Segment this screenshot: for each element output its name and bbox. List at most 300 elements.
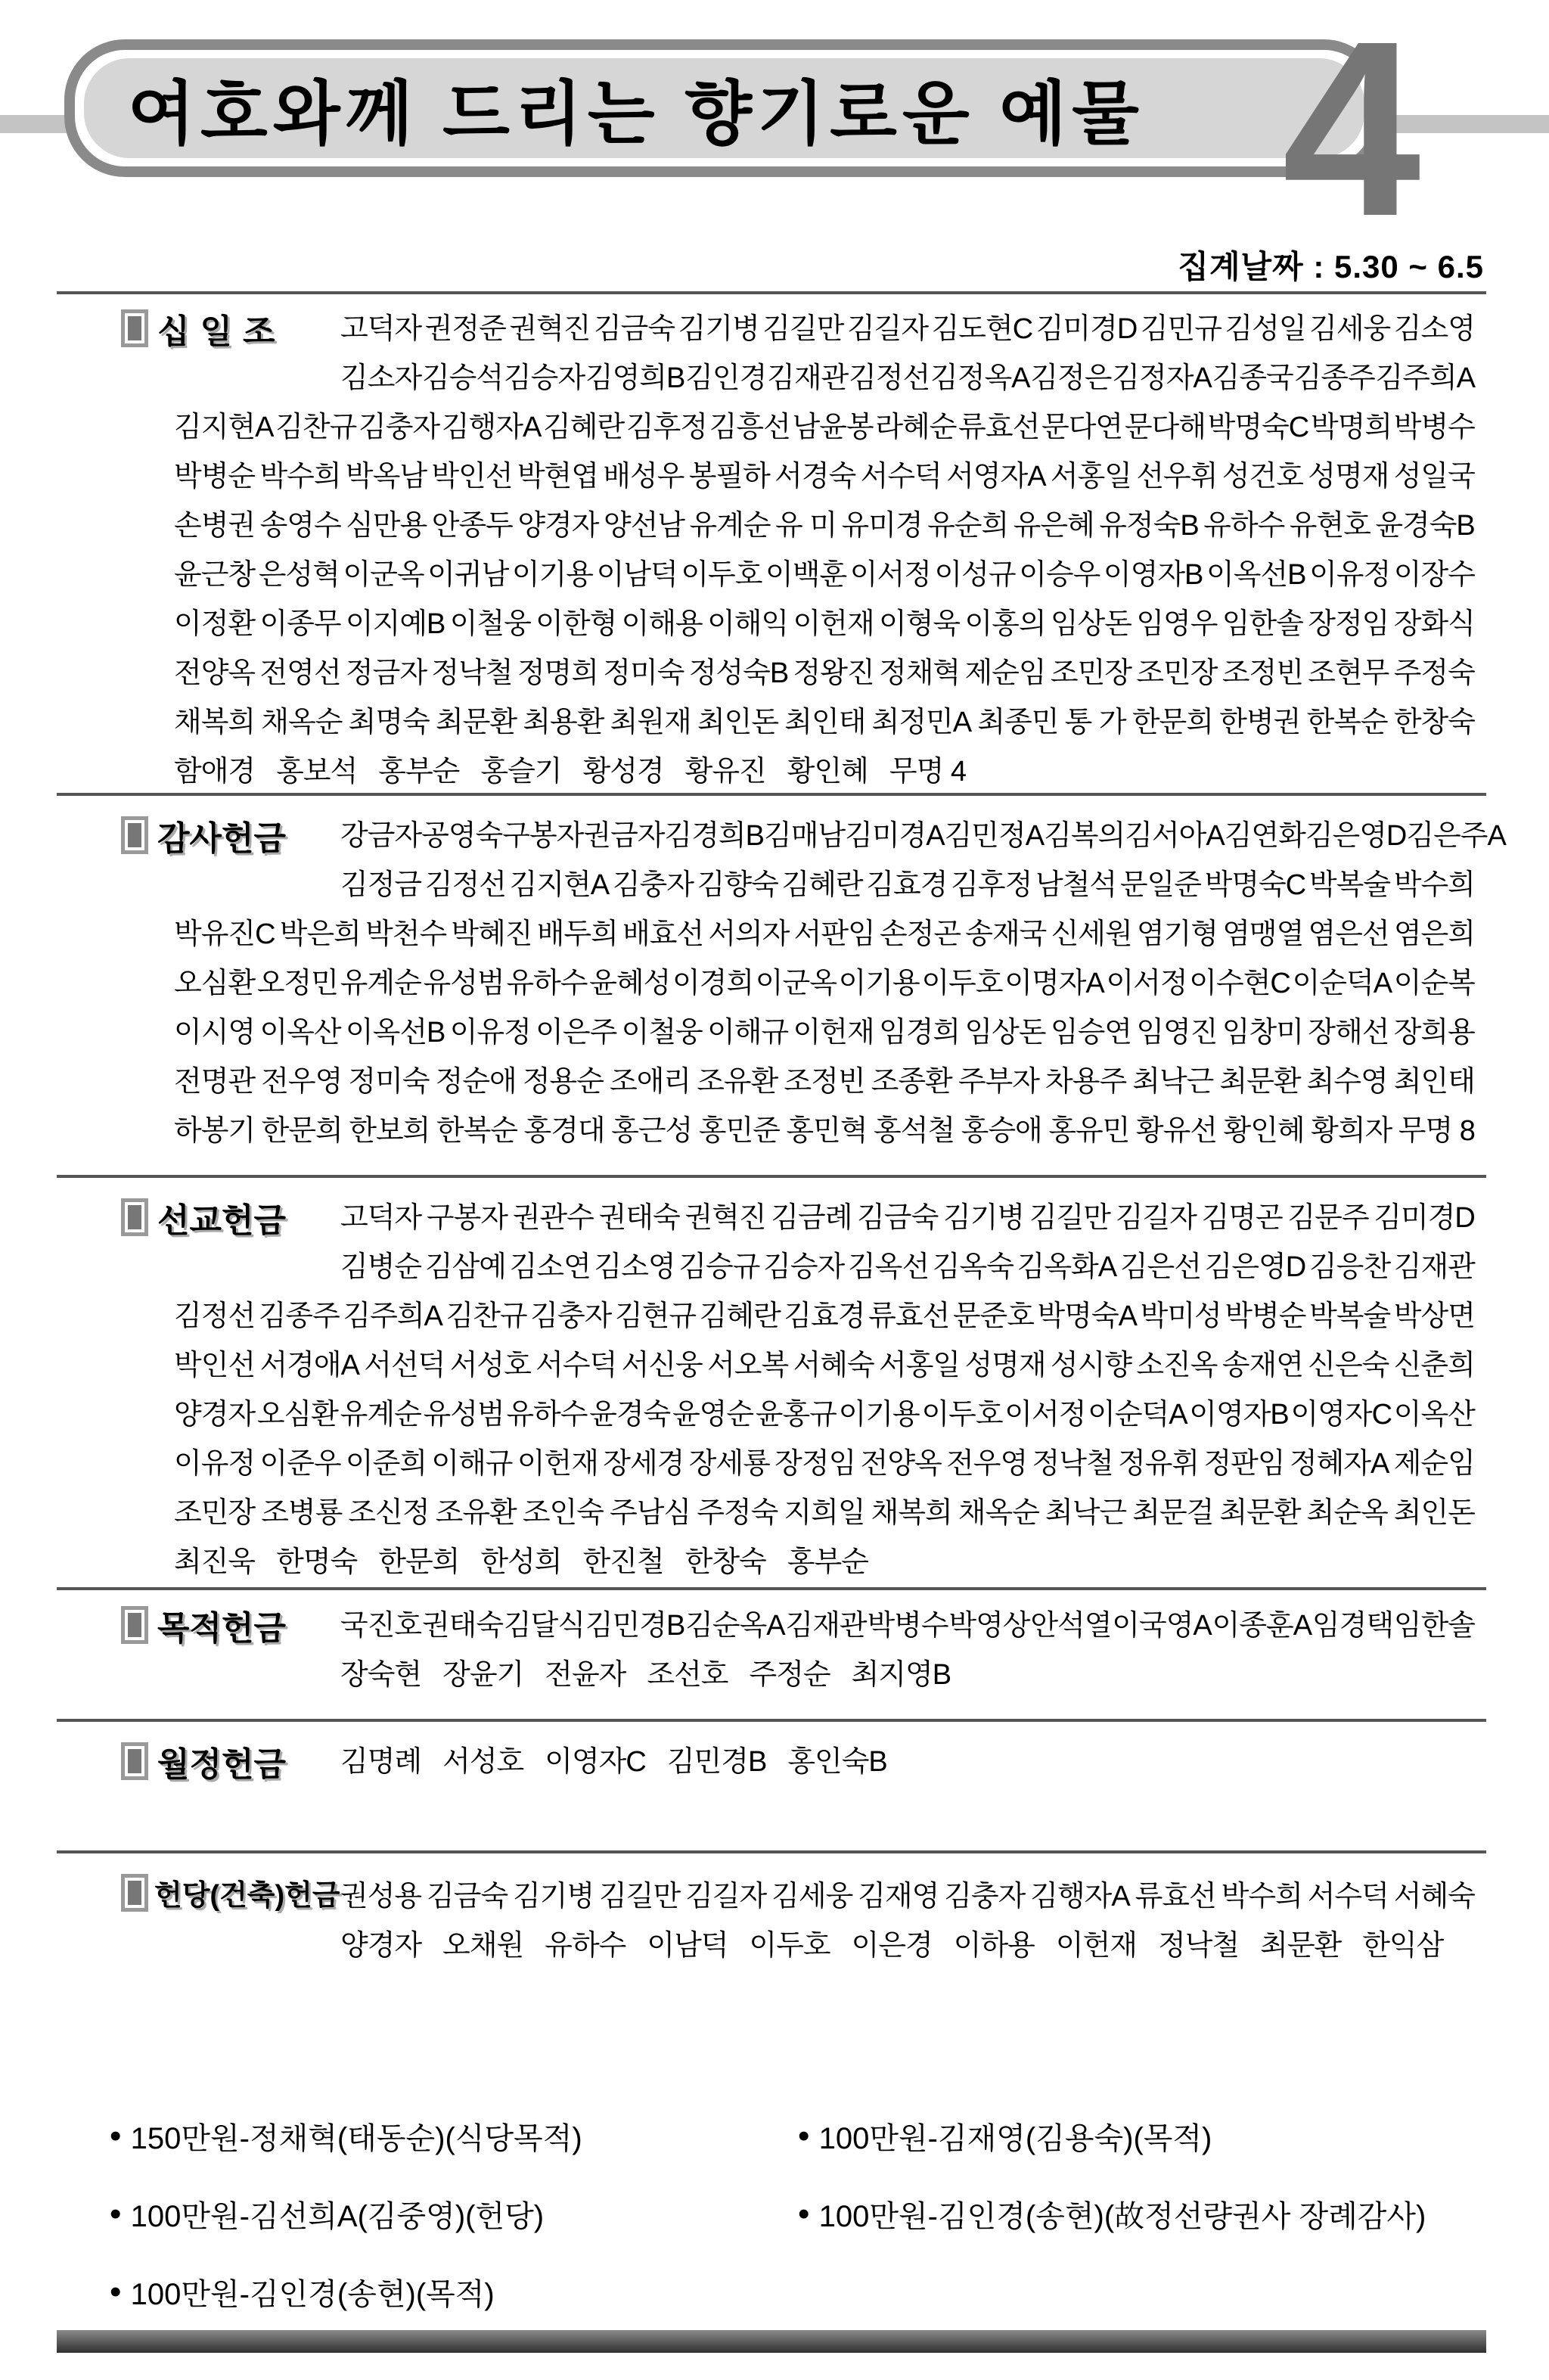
donor-name: 이시영 [174, 1017, 256, 1049]
donor-row [340, 1239, 1475, 1288]
donor-name: 장세룡 [688, 1448, 770, 1480]
donor-name: 이정환 [174, 608, 256, 640]
issue-number: 4 [1282, 0, 1421, 268]
donor-name: 서의자 [708, 918, 790, 950]
donor-name: 이영자C [1290, 1399, 1392, 1431]
donor-name: 장정임 [774, 1448, 856, 1480]
donor-name: 김흥선 [709, 412, 790, 443]
donor-name: 김명례 [340, 1746, 422, 1778]
donor-name: 김은선 [1119, 1251, 1201, 1283]
section-title-label: 목적헌금 [157, 1610, 287, 1647]
donor-row [174, 547, 1475, 596]
donor-name: 박유진C [174, 918, 275, 950]
donor-name: 김도현C [931, 313, 1033, 345]
donor-name: 이옥산 [259, 1017, 341, 1049]
donor-row [174, 1387, 1475, 1436]
donor-name: 무명 4 [889, 756, 966, 788]
donor-name: 이승우 [1019, 559, 1100, 591]
donor-name: 한복순 [1306, 707, 1388, 738]
donor-name: 전영선 [259, 657, 341, 689]
donor-name: 서성호 [442, 1746, 524, 1778]
donor-name: 조정빈 [1222, 657, 1303, 689]
donor-name: 김향숙 [697, 869, 778, 901]
donor-name: 손정곤 [879, 918, 961, 950]
donor-name: 주정순 [749, 1659, 830, 1691]
donor-name: 정혜자A [1289, 1448, 1389, 1480]
section-title [121, 304, 286, 353]
donor-name: 서수덕 [860, 461, 942, 492]
donor-name: 김연화 [1224, 820, 1305, 852]
special-offering-note: • 100만원-김재영(김용숙)(목적) [798, 2097, 1516, 2175]
donor-name: 이하용 [953, 1930, 1035, 1962]
donor-name: 채복희 [174, 707, 256, 738]
rule [57, 1175, 1486, 1178]
donor-name: 이헌재 [1055, 1930, 1137, 1962]
donor-name: 신춘희 [1393, 1350, 1475, 1381]
donor-name: 고덕자 [340, 1202, 422, 1234]
donor-name: 이수현C [1189, 968, 1290, 999]
donor-name: 서성호 [449, 1350, 531, 1381]
donor-name: 유현호 [1289, 510, 1371, 542]
donor-name: 김소자 [340, 362, 422, 394]
donor-name: 김순옥A [685, 1610, 785, 1642]
donor-name: 윤경숙 [589, 1399, 671, 1431]
donor-name: 윤홍규 [755, 1399, 837, 1431]
donor-name: 이옥선B [1206, 559, 1306, 591]
donor-name: 김효경 [866, 869, 948, 901]
footer-bar [57, 2330, 1486, 2353]
donor-name: 최문환 [1260, 1930, 1342, 1962]
donor-row [174, 744, 1475, 793]
donor-name: 유 미 [775, 510, 837, 542]
donor-name: 김길만 [1029, 1202, 1110, 1234]
donor-name: 김찬규 [275, 412, 357, 443]
donor-name: 김정금 [340, 869, 422, 901]
rule [57, 1850, 1486, 1853]
donor-row [174, 955, 1475, 1005]
donor-name: 이옥산 [1393, 1399, 1475, 1431]
donor-name: 한진철 [582, 1546, 664, 1578]
donor-name: 장해선 [1308, 1017, 1389, 1049]
donor-row [174, 1534, 1475, 1583]
donor-name: 최인태 [1393, 1066, 1475, 1098]
donor-name: 최원재 [610, 707, 691, 738]
donor-row [340, 1190, 1475, 1239]
donor-name: 김옥화A [1017, 1251, 1117, 1283]
donor-name: 김기병 [513, 1881, 594, 1912]
donor-name: 김민경B [666, 1746, 767, 1778]
donor-name: 김삼예 [424, 1251, 506, 1283]
donor-name: 채옥순 [261, 707, 343, 738]
donor-name: 한보희 [349, 1115, 430, 1147]
donor-name: 최진욱 [174, 1546, 256, 1578]
donor-name: 이기용 [838, 1399, 920, 1431]
donor-name: 임경택 [1312, 1610, 1394, 1642]
donor-rows [174, 1598, 1475, 1696]
donor-name: 채복희 [871, 1497, 952, 1529]
donor-name: 정용순 [522, 1066, 604, 1098]
donor-name: 문다연 [1041, 412, 1123, 443]
donor-name: 박명숙C [1207, 412, 1309, 443]
donor-name: 황성경 [582, 756, 664, 788]
donor-name: 박병순 [174, 461, 256, 492]
donor-name: 조인숙 [522, 1497, 604, 1529]
donor-name: 김영희B [585, 362, 685, 394]
donor-name: 김경희B [664, 820, 764, 852]
donor-name: 이서정 [849, 559, 931, 591]
donor-name: 양선남 [603, 510, 685, 542]
donor-name: 김정선 [174, 1300, 256, 1332]
donor-name: 김달식 [503, 1610, 585, 1642]
donor-name: 최낙근 [1132, 1066, 1214, 1098]
donor-name: 이철웅 [449, 608, 531, 640]
donor-name: 이형욱 [878, 608, 961, 640]
donor-name: 김길만 [762, 313, 844, 345]
donor-name: 김정선 [424, 869, 506, 901]
donor-name: 전우영 [261, 1066, 343, 1098]
donor-name: 이국영A [1112, 1610, 1212, 1642]
donor-name: 문다해 [1124, 412, 1206, 443]
donor-name: 권관수 [512, 1202, 594, 1234]
donor-name: 김민정A [944, 820, 1045, 852]
special-offering-note: • 100만원-김선희A(김중영)(헌당) [110, 2175, 790, 2253]
donor-name: 이종훈A [1212, 1610, 1312, 1642]
donor-name: 소진옥 [1136, 1350, 1218, 1381]
donor-name: 서판임 [793, 918, 875, 950]
donor-name: 한문희 [261, 1115, 343, 1147]
donor-name: 조현무 [1308, 657, 1389, 689]
rule [57, 291, 1486, 294]
donor-name: 윤영순 [672, 1399, 754, 1431]
donor-row [174, 399, 1475, 449]
donor-name: 남철석 [1035, 869, 1117, 901]
donor-name: 박은희 [279, 918, 361, 950]
donor-name: 홍경대 [523, 1115, 605, 1147]
donor-name: 정미숙 [603, 657, 684, 689]
donor-name: 김세웅 [1309, 313, 1391, 345]
donor-name: 박영상 [948, 1610, 1030, 1642]
donor-name: 구봉자 [426, 1202, 508, 1234]
donor-name: 조민장 [1136, 657, 1218, 689]
donor-name: 최문환 [1219, 1066, 1301, 1098]
donor-name: 서홍일 [1050, 461, 1132, 492]
donor-name: 장희용 [1393, 1017, 1475, 1049]
donor-name: 김승자 [503, 362, 585, 394]
donor-name: 김소연 [509, 1251, 591, 1283]
donor-name: 정낙철 [1158, 1930, 1240, 1962]
donor-name: 홍석철 [874, 1115, 955, 1147]
donor-name: 김효경 [784, 1300, 865, 1332]
special-offerings-right [798, 2097, 1516, 2253]
donor-name: 이헌재 [793, 608, 874, 640]
donor-name: 최문환 [435, 707, 517, 738]
section-title [121, 1193, 286, 1241]
donor-name: 염맹열 [1222, 918, 1304, 950]
donor-name: 이두호 [749, 1930, 830, 1962]
donor-name: 이옥선B [345, 1017, 445, 1049]
section-bullet-icon [121, 309, 148, 347]
donor-name: 한명숙 [276, 1546, 358, 1578]
donor-name: 김재관 [785, 1610, 867, 1642]
donor-name: 유순희 [927, 510, 1009, 542]
donor-name: 최인돈 [697, 707, 779, 738]
special-offering-note: • 100만원-김인경(송현)(목적) [110, 2253, 790, 2331]
donor-name: 서선덕 [364, 1350, 445, 1381]
donor-name: 이두호 [921, 968, 1003, 999]
donor-name: 이백훈 [765, 559, 847, 591]
donor-rows [174, 1734, 1475, 1783]
donor-name: 한복순 [436, 1115, 517, 1147]
donor-name: 양경자 [174, 1399, 256, 1431]
donor-name: 박현엽 [517, 461, 598, 492]
donor-name: 김서아A [1125, 820, 1225, 852]
donor-name: 김종국 [1212, 362, 1293, 394]
donor-name: 김혜란 [699, 1300, 781, 1332]
donor-name: 무명 8 [1398, 1115, 1475, 1147]
donor-name: 고덕자 [340, 313, 422, 345]
donor-name: 홍유민 [1048, 1115, 1130, 1147]
donor-name: 김성일 [1225, 313, 1306, 345]
donor-name: 한문희 [378, 1546, 460, 1578]
donor-name: 김승석 [421, 362, 504, 394]
donor-name: 지희일 [784, 1497, 865, 1529]
donor-name: 이영자B [1103, 559, 1203, 591]
donor-name: 주정숙 [1393, 657, 1475, 689]
donor-name: 윤혜성 [589, 968, 671, 999]
donor-row [174, 498, 1475, 547]
donor-name: 김소영 [594, 1251, 675, 1283]
donor-name: 권태숙 [598, 1202, 680, 1234]
donor-rows [174, 301, 1475, 793]
donor-name: 이군옥 [343, 559, 424, 591]
donor-name: 유미경 [841, 510, 923, 542]
donor-name: 박명숙A [1037, 1300, 1138, 1332]
donor-row [174, 1005, 1475, 1054]
donor-name: 류효선 [958, 412, 1040, 443]
donor-name: 이유정 [174, 1448, 256, 1480]
donor-name: 전양옥 [174, 657, 256, 689]
section-bullet-icon [121, 816, 148, 854]
donor-name: 정성숙B [688, 657, 789, 689]
donor-name: 유은혜 [1013, 510, 1094, 542]
donor-name: 정판임 [1203, 1448, 1285, 1480]
donor-name: 임상돈 [1050, 608, 1132, 640]
donor-name: 은성혁 [258, 559, 340, 591]
section-bullet-icon [121, 1742, 148, 1780]
donor-name: 신은숙 [1308, 1350, 1389, 1381]
donor-name: 임한솔 [1222, 608, 1303, 640]
donor-name: 김금례 [771, 1202, 852, 1234]
donor-name: 이해용 [621, 608, 703, 640]
donor-name: 박수희 [1221, 1881, 1302, 1912]
donor-name: 김재영 [858, 1881, 939, 1912]
donor-name: 김문주 [1287, 1202, 1369, 1234]
donor-name: 최용환 [523, 707, 604, 738]
donor-name: 김매남 [763, 820, 846, 852]
donor-name: 라혜순 [875, 412, 957, 443]
donor-name: 조유환 [697, 1066, 778, 1098]
donor-name: 권태숙 [421, 1610, 504, 1642]
donor-name: 송재국 [965, 918, 1047, 950]
donor-row [174, 1485, 1475, 1534]
donor-name: 유하수 [506, 1399, 588, 1431]
donor-name: 손병권 [174, 510, 256, 542]
section-title-label: 감사헌금 [157, 820, 287, 857]
donor-name: 함애경 [174, 756, 256, 788]
donor-name: 권성용 [340, 1881, 422, 1912]
donor-name: 김복의 [1044, 820, 1125, 852]
donor-name: 문준호 [952, 1300, 1034, 1332]
donor-name: 홍부순 [787, 1546, 868, 1578]
donor-name: 이은주 [535, 1017, 617, 1049]
donor-name: 박명희 [1310, 412, 1392, 443]
donor-name: 서오복 [707, 1350, 789, 1381]
donor-name: 최문걸 [1132, 1497, 1214, 1529]
donor-name: 황인혜 [1223, 1115, 1305, 1147]
section-title [121, 1737, 286, 1785]
donor-name: 공영숙 [421, 820, 503, 852]
donor-name: 박혜진 [451, 918, 532, 950]
donor-name: 최명숙 [348, 707, 430, 738]
donor-name: 신세원 [1051, 918, 1132, 950]
donor-name: 황유진 [684, 756, 766, 788]
donor-name: 김병순 [340, 1251, 422, 1283]
donor-name: 김충자 [359, 412, 440, 443]
donor-name: 이두호 [681, 559, 762, 591]
donor-name: 김혜란 [543, 412, 625, 443]
donor-name: 이영자B [1189, 1399, 1289, 1431]
donor-name: 박인선 [174, 1350, 256, 1381]
donor-name: 이유정 [1309, 559, 1391, 591]
donor-name: 김미경D [1035, 313, 1138, 345]
donor-name: 이철웅 [621, 1017, 703, 1049]
donor-name: 정순애 [435, 1066, 517, 1098]
donor-rows [174, 1190, 1475, 1583]
donor-name: 이순복 [1393, 968, 1475, 999]
donor-name: 박인선 [431, 461, 513, 492]
donor-name: 봉필하 [688, 461, 770, 492]
donor-name: 안석열 [1030, 1610, 1112, 1642]
donor-name: 홍슬기 [480, 756, 562, 788]
donor-name: 문일준 [1119, 869, 1201, 901]
donor-name: 김기병 [943, 1202, 1025, 1234]
rule [57, 1587, 1486, 1590]
donor-row [340, 1647, 1475, 1696]
donor-name: 강금자 [340, 820, 422, 852]
donor-name: 김길자 [685, 1881, 767, 1912]
donor-name: 유계순 [689, 510, 771, 542]
donor-name: 서경숙 [774, 461, 856, 492]
donor-name: 성명재 [1308, 461, 1389, 492]
donor-name: 최순옥 [1306, 1497, 1388, 1529]
donor-row [174, 596, 1475, 645]
donor-name: 김충자 [530, 1300, 612, 1332]
section-title [121, 811, 286, 859]
special-offering-note: • 100만원-김인경(송현)(故정선량권사 장례감사) [798, 2175, 1516, 2253]
donor-name: 김정자A [1112, 362, 1212, 394]
donor-name: 김종주 [1293, 362, 1375, 394]
donor-name: 김후정 [625, 412, 707, 443]
donor-name: 김주희A [343, 1300, 442, 1332]
donor-name: 김길자 [1115, 1202, 1197, 1234]
donor-name: 이영자C [545, 1746, 646, 1778]
donor-name: 통 가 [1064, 707, 1126, 738]
section-title-label: 선교헌금 [157, 1202, 287, 1239]
donor-name: 김길자 [846, 313, 929, 345]
title-banner [64, 39, 1384, 177]
donor-name: 윤경숙B [1375, 510, 1475, 542]
donor-name: 박수희 [259, 461, 341, 492]
special-offering-note: • 150만원-정채혁(태동순)(식당목적) [110, 2097, 790, 2175]
donor-name: 임영진 [1136, 1017, 1218, 1049]
donor-name: 배효선 [622, 918, 704, 950]
donor-name: 남윤봉 [792, 412, 874, 443]
donor-row [340, 1598, 1475, 1647]
donor-name: 박복술 [1308, 869, 1391, 901]
donor-name: 김소영 [1393, 313, 1475, 345]
donor-name: 양경자 [517, 510, 599, 542]
donor-name: 장숙현 [340, 1659, 422, 1691]
donor-name: 김은영D [1204, 1251, 1306, 1283]
donor-name: 황유선 [1135, 1115, 1217, 1147]
donor-row [174, 1436, 1475, 1485]
donor-name: 박천수 [365, 918, 447, 950]
donor-name: 김은주A [1406, 820, 1506, 852]
special-offerings-left [110, 2097, 790, 2331]
donor-name: 이귀남 [427, 559, 509, 591]
section-bullet-icon [121, 1606, 148, 1644]
donor-name: 오정민 [256, 968, 338, 999]
donor-name: 유정숙B [1099, 510, 1199, 542]
donor-name: 서홍일 [878, 1350, 961, 1381]
donor-name: 이준희 [345, 1448, 427, 1480]
donor-name: 홍인숙B [787, 1746, 887, 1778]
donor-name: 오심환 [174, 968, 256, 999]
donor-name: 전윤자 [545, 1659, 626, 1691]
donor-name: 박병수 [1393, 412, 1475, 443]
donor-name: 김응찬 [1308, 1251, 1391, 1283]
donor-name: 김민경B [585, 1610, 685, 1642]
donor-name: 김길만 [599, 1881, 681, 1912]
donor-name: 권혁진 [684, 1202, 766, 1234]
page-title: 여호와께 드리는 향기로운 예물 [128, 76, 1145, 153]
donor-name: 김미경A [845, 820, 945, 852]
donor-name: 김혜란 [781, 869, 863, 901]
donor-name: 김재관 [767, 362, 849, 394]
donor-name: 유하수 [545, 1930, 626, 1962]
donor-row [174, 1288, 1475, 1338]
donor-name: 박수희 [1393, 869, 1475, 901]
donor-row [174, 906, 1475, 955]
donor-name: 홍보석 [276, 756, 358, 788]
donor-name: 홍근성 [611, 1115, 693, 1147]
donor-row [340, 301, 1475, 350]
donor-row [174, 449, 1475, 498]
section-bullet-icon [121, 1874, 148, 1912]
donor-name: 유성범 [423, 1399, 504, 1431]
donor-name: 김행자A [1030, 1881, 1130, 1912]
donor-name: 장윤기 [442, 1659, 524, 1691]
donor-row [174, 694, 1475, 744]
donor-name: 김인경 [685, 362, 767, 394]
donor-name: 이군옥 [755, 968, 837, 999]
donor-name: 이유정 [449, 1017, 531, 1049]
donor-name: 이헌재 [517, 1448, 598, 1480]
donor-name: 장화식 [1393, 608, 1475, 640]
donor-name: 전우영 [946, 1448, 1028, 1480]
donor-name: 권금자 [583, 820, 665, 852]
donor-name: 한성희 [480, 1546, 562, 1578]
